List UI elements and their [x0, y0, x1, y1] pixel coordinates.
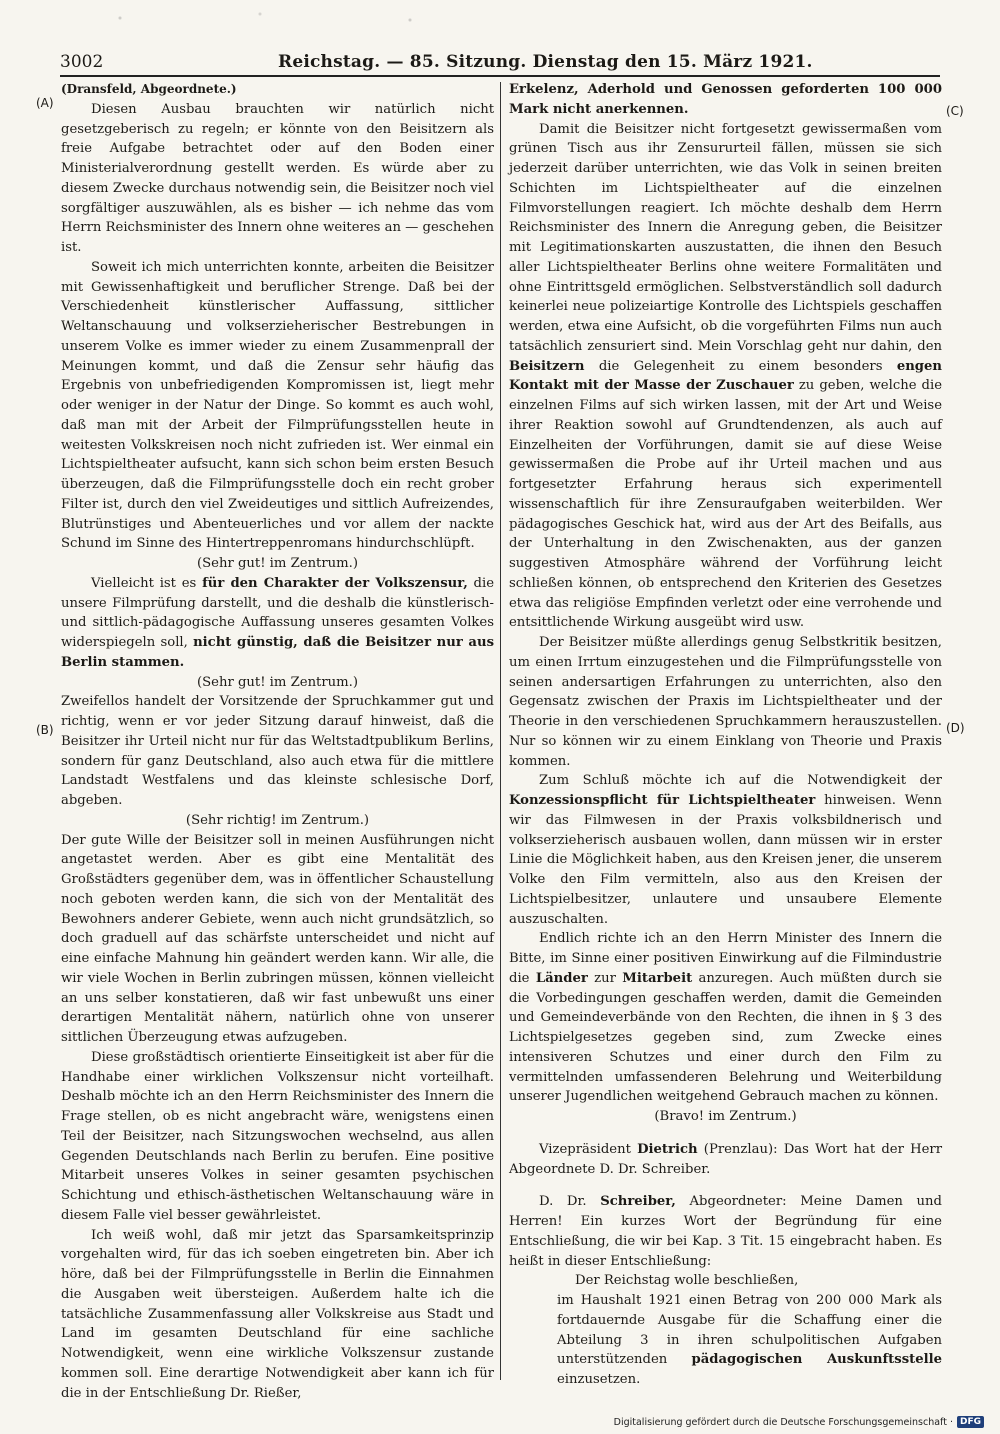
- margin-mark-a: (A): [36, 96, 54, 110]
- emphasis: nicht günstig, daß die Beisitzer nur aus Berlin stammen.: [61, 635, 494, 670]
- text-run: (Prenzlau): Das Wort hat der Herr Abgeordnete D. Dr. Schreiber.: [509, 1141, 942, 1177]
- footer: [614, 1416, 984, 1428]
- speaker-tag: (Dransfeld, Abgeordnete.): [61, 82, 237, 96]
- applause-note: (Sehr gut! im Zentrum.): [196, 556, 358, 571]
- text-run: hinweisen. Wenn wir das Filmwesen in der Praxis volksbildnerisch und volkserzieherisch ausbauen wollen, dann müssen wir in erster Linie die Möglichkeit haben, aus den Kreisen jener, die unserem Volke den Film vermitteln, also aus den Kreisen der Lichtspielbesitzer, unlautere und unsaubere Elemente auszuschalten.: [509, 793, 942, 927]
- margin-mark-b: (B): [36, 723, 54, 737]
- paragraph: Soweit ich mich unterrichten konnte, arbeiten die Beisitzer mit Gewissenhaftigkeit und beruflicher Strenge. Daß bei der Verschiedenheit künstlerischer Auffassung, sittlicher Weltanschauung und volkserzieherischer Bestrebungen in unserem Volke es immer wieder zu einem Zusammenprall der Meinungen kommt, und daß die Zensur sehr häufig das Ergebnis von unbefriedigenden Kompromissen ist, liegt mehr oder weniger in der Natur der Dinge. So kommt es auch wohl, daß man mit der Arbeit der Filmprüfungsstellen heute in weitesten Volkskreisen noch nicht zufrieden ist. Wer einmal ein Lichtspieltheater aufsucht, kann sich schon beim ersten Besuch überzeugen, daß die Filmprüfungsstelle doch ein recht grober Filter ist, durch den viel Zweideutiges und sittlich Aufreizendes, Blutrünstiges und Abenteuerliches und vor allem der nackte Schund im Sinne des Hintertreppenromans hindurchschlüpft.: [61, 259, 494, 552]
- emphasis: Erkelenz, Aderhold und Genossen geforderten 100 000 Mark: [509, 82, 942, 117]
- emphasis: für den Charakter der Volkszensur,: [202, 575, 468, 591]
- text-run: Vielleicht ist es: [91, 575, 203, 591]
- paragraph: [509, 120, 942, 634]
- paragraph: Diese großstädtisch orientierte Einseitigkeit ist aber für die Handhabe einer wirklichen Volkszensur nicht vorteilhaft. Deshalb möchte ich an den Herrn Reichsminister des Innern die Frage stellen, ob es nicht angebracht wäre, wenigstens einen Teil der Beisitzer, nach Sitzungswochen wechselnd, aus allen Gegenden Deutschlands nach Berlin zu berufen. Eine positive Mitarbeit unseres Volkes in seiner gesamten psychischen Schichtung und ethisch-ästhetischen Weltanschauung wäre in diesem Falle viel besser gewährleistet.: [61, 1049, 494, 1223]
- paragraph: [61, 574, 494, 673]
- paragraph: Der Beisitzer müßte allerdings genug Selbstkritik besitzen, um einen Irrtum einzugestehen und die Filmprüfungsstelle von seinen andersartigen Erfahrungen zu unterrichten, also den Gegensatz zwischen der Praxis im Lichtspieltheater und der Theorie in den verschiedenen Spruchkammern herauszustellen. Nur so können wir zu einem Einklang von Theorie und Praxis kommen.: [509, 635, 942, 769]
- text-run: zu geben, welche die einzelnen Films auf sich wirken lassen, mit der Art und Weise ihrer Reaktion sowohl auf Grundtendenzen, als auch auf Einzelheiten der Vorführungen, damit sie auf diese Weise gewissermaßen die Probe auf ihr Urteil machen und aus fortgesetzter Erfahrung heraus sich experimentell wissenschaftlich für ihre Zensuraufgaben weiterbilden. Wer pädagogisches Geschick hat, wird aus der Art des Beifalls, aus der Unterhaltung in den Zwischenakten, aus der ganzen suggestiven Atmosphäre während der Vorführung leicht schließen können, ob entsprechend den Kriterien des Gesetzes etwa das religiöse Empfinden verletzt oder eine verrohende und entsittlichende Wirkung ausgeübt wird usw.: [509, 378, 942, 631]
- paragraph: Der gute Wille der Beisitzer soll in meinen Ausführungen nicht angetastet werden. Aber es gibt eine Mentalität des Großstädters gegenüber dem, was in öffentlicher Schaustellung noch geboten werden kann, die sich von der Mentalität des Bewohners anderer Gebiete, wenn auch nicht grundsätzlich, so doch graduell auf das schärfste unterscheidet und nicht auf eine einfache Mahnung hin geändert werden kann. Wir alle, die wir viele Wochen in Berlin zubringen müssen, können vielleicht an uns selber konstatieren, daß wir fast unbewußt uns einer derartigen Mentalität nähern, natürlich ohne von unserer sittlichen Überzeugung etwas aufzugeben.: [61, 832, 494, 1045]
- paragraph: [509, 1192, 942, 1271]
- emphasis: nicht anerkennen.: [548, 101, 689, 117]
- speaker-name: Schreiber,: [600, 1194, 676, 1210]
- emphasis: Länder: [535, 970, 588, 986]
- speaker-name: Dietrich: [637, 1141, 698, 1157]
- margin-mark-d: (D): [946, 721, 965, 735]
- paragraph: Ich weiß wohl, daß mir jetzt das Sparsamkeitsprinzip vorgehalten wird, für das ich soeben eingetreten bin. Aber ich höre, daß bei der Filmprüfungsstelle in Berlin die Einnahmen die Ausgaben weit übersteigen. Außerdem halte ich die tatsächliche Zusammenfassung aller Volkskreise aus Stadt und Land im gesamten Deutschland für eine sachliche Notwendigkeit, wenn eine wirkliche Volkszensur zustande kommen soll. Eine derartige Notwendigkeit aber kann ich für die in der Entschließung Dr. Rießer,: [61, 1227, 494, 1401]
- column-rule: [500, 82, 501, 1380]
- text-run: im Haushalt 1921 einen Betrag von 200 000 Mark als fortdauernde Ausgabe für die Schaffung einer die Abteilung 3 in ihren schulpolitischen Aufgaben unterstützenden: [557, 1293, 942, 1368]
- paragraph: Diesen Ausbau brauchten wir natürlich nicht gesetzgeberisch zu regeln; er könnte von den Beisitzern als freie Aufgabe betrachtet oder auf den Boden einer Ministerialverordnung gestellt werden. Es würde aber zu diesem Zwecke durchaus notwendig sein, die Beisitzer noch viel sorgfältiger auszuwählen, als es bisher — ich nehme das vom Herrn Reichsminister des Innern ohne weiteres an — geschehen ist.: [61, 101, 495, 255]
- scan-speckle: [0, 8, 1000, 26]
- text-run: zur: [587, 970, 623, 986]
- paragraph: [509, 80, 942, 120]
- right-column: [509, 80, 942, 1390]
- text-run: anzuregen. Auch müßten durch sie die Vorbedingungen geschaffen werden, damit die Gemeinden und Gemeindeverbände von den Rechten, die ihnen in § 3 des Lichtspielgesetzes gegeben sind, zum Zwecke eines intensiveren Schutzes und einer durch den Film zu vermittelnden umfassenderen Belehrung und Weiterbildung unserer Jugendlichen weitgehend Gebrauch machen zu können.: [509, 970, 942, 1105]
- header-rule: [60, 75, 940, 77]
- text-run: die unsere Filmprüfung darstellt, und die deshalb die künstlerisch- und sittlich-pädagogische Auffassung unseres gesamten Volkes widerspiegeln soll,: [61, 575, 495, 650]
- text-run: Zum Schluß möchte ich auf die Notwendigkeit der: [539, 773, 942, 789]
- quote-line: Der Reichstag wolle beschließen,: [575, 1273, 799, 1289]
- text-run: Endlich richte ich an den Herrn Minister des Innern die Bitte, im Sinne einer positiven Einwirkung auf die Filmindustrie die: [509, 931, 942, 986]
- text-run: einzusetzen.: [557, 1372, 641, 1387]
- emphasis: Beisitzern: [509, 358, 585, 374]
- emphasis: pädagogischen Auskunftsstelle: [691, 1352, 943, 1368]
- running-title: Reichstag. — 85. Sitzung. Dienstag den 15. März 1921.: [278, 52, 813, 72]
- text-run: Abgeordneter: Meine Damen und Herren! Ein kurzes Wort der Begründung für eine Entschließung, die wir bei Kap. 3 Tit. 15 eingebracht haben. Es heißt in dieser Entschließung:: [509, 1194, 942, 1269]
- text-run: die Gelegenheit zu einem besonders: [584, 358, 897, 374]
- emphasis: engen Kontakt mit der Masse der Zuschauer: [509, 358, 942, 394]
- dfg-logo: DFG: [957, 1416, 984, 1428]
- paragraph: Zweifellos handelt der Vorsitzende der Spruchkammer gut und richtig, wenn er vor jeder Sitzung darauf hinweist, daß die Beisitzer ihr Urteil nicht nur für das Weltstadtpublikum Berlins, sondern für ganz Deutschland, also auch etwa für die mittlere Landstadt Westfalens und das kleinste schlesische Dorf, abgeben.: [61, 694, 494, 808]
- paragraph: [509, 771, 942, 929]
- applause-note: (Sehr gut! im Zentrum.): [196, 674, 358, 690]
- text-run: D. Dr.: [539, 1194, 601, 1210]
- applause-note: (Sehr richtig! im Zentrum.): [185, 812, 370, 828]
- emphasis: Mitarbeit: [622, 970, 693, 986]
- quote-body: [557, 1291, 942, 1390]
- margin-mark-c: (C): [946, 104, 964, 118]
- text-run: Vizepräsident: [539, 1141, 638, 1157]
- page-header: [60, 50, 940, 76]
- footer-credit: Digitalisierung gefördert durch die Deutsche Forschungsgemeinschaft ·: [613, 1416, 953, 1428]
- text-run: Damit die Beisitzer nicht fortgesetzt gewissermaßen vom grünen Tisch aus ihr Zensururteil fällen, müssen sie sich jederzeit darüber unterrichten, wie das Volk in seinen breiten Schichten im Lichtspieltheater auf die einzelnen Filmvorstellungen reagiert. Ich möchte deshalb dem Herrn Reichsminister des Innern die Anregung geben, die Beisitzer mit Legitimationskarten auszustatten, die ihnen den Besuch aller Lichtspieltheater Berlins ohne weitere Formalitäten und ohne Eintrittsgeld ermöglichen. Selbstverständlich soll dadurch keinerlei neue polizeiartige Kontrolle des Lichtspiels geschaffen werden, etwa eine Aufsicht, ob die vorgeführten Films nun auch tatsächlich zensuriert sind. Mein Vorschlag geht nur dahin, den: [509, 121, 942, 354]
- paragraph: [509, 1140, 942, 1180]
- applause-note: (Bravo! im Zentrum.): [654, 1109, 797, 1124]
- left-column: [61, 80, 494, 1403]
- paragraph: [509, 929, 942, 1107]
- emphasis: Konzessionspflicht für Lichtspieltheater: [509, 793, 816, 808]
- page-number: 3002: [60, 52, 104, 72]
